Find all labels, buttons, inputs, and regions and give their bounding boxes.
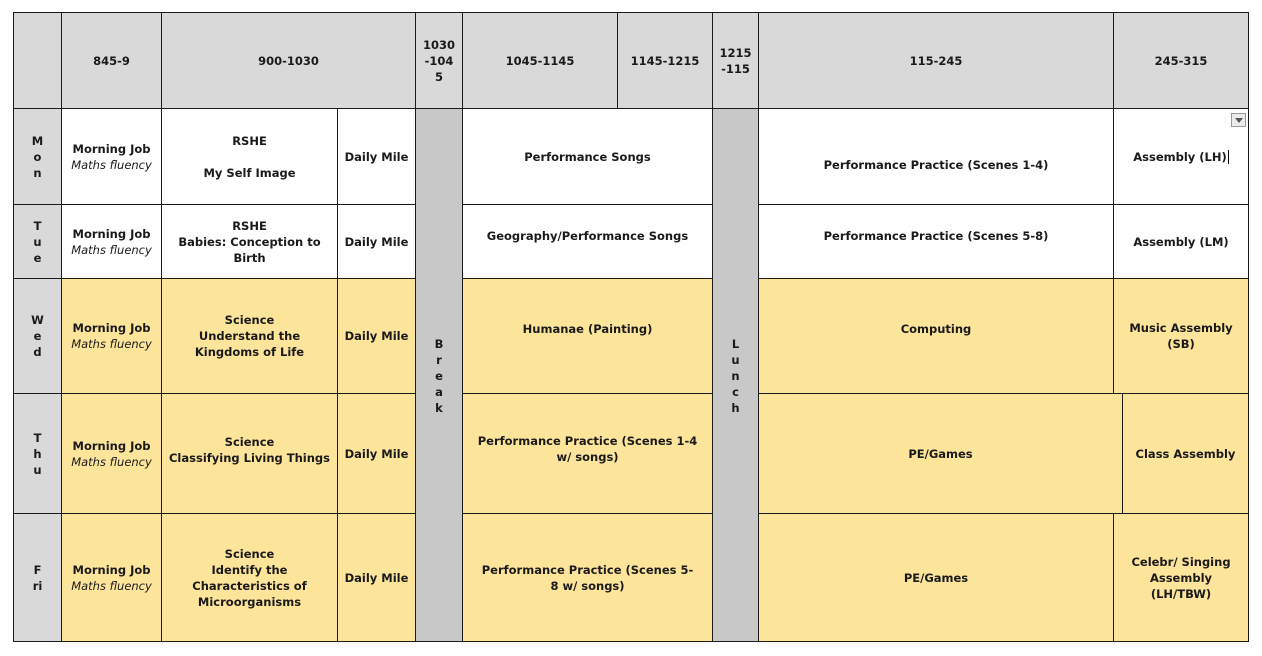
lesson-title: RSHE [232,218,267,233]
fri-afternoon[interactable]: PE/Games [758,513,1114,642]
header-time-115[interactable]: 115-245 [758,12,1114,109]
lesson-title: RSHE [232,133,267,148]
morning-job-label: Morning Job [72,438,151,453]
lesson-title: Science [224,546,275,561]
mon-lesson[interactable] [161,108,338,205]
day-letter: ri [32,578,43,593]
break-letter: k [435,401,443,415]
lunch-column[interactable] [712,108,759,642]
morning-job-label: Morning Job [72,562,151,577]
lesson-sub: My Self Image [203,165,296,180]
wed-midday[interactable]: Humanae (Painting) [462,278,713,394]
break-letter: B [434,337,444,351]
header-time-1030[interactable]: 1030 -104 5 [415,12,463,109]
tue-afternoon[interactable]: Performance Practice (Scenes 5-8) [758,204,1114,279]
text-cursor [1228,150,1229,164]
day-letter: F [33,562,42,577]
fri-lesson[interactable] [161,513,338,642]
morning-job-sub: Maths fluency [71,578,152,593]
lunch-letter: u [731,353,740,367]
tue-assembly[interactable]: Assembly (LM) [1113,204,1249,279]
morning-job-sub: Maths fluency [71,337,152,351]
lunch-letter: n [731,369,740,383]
day-letter: e [33,250,42,265]
lesson-sub: Understand the Kingdoms of Life [194,329,305,359]
lesson-sub: Classifying Living Things [168,450,330,465]
break-letter: e [435,369,443,383]
lesson-sub: Identify the Characteristics of Microorganisms [192,562,307,609]
break-column[interactable] [415,108,463,642]
morning-job-label: Morning Job [72,226,151,241]
mon-afternoon[interactable]: Performance Practice (Scenes 1-4) [758,108,1114,205]
header-time-1215[interactable]: 1215 -115 [712,12,759,109]
day-label-mon[interactable] [13,108,62,205]
thu-afternoon[interactable]: PE/Games [758,393,1123,514]
day-letter: T [33,430,42,445]
lunch-letter: h [731,401,740,415]
thu-morning-job[interactable] [61,393,162,514]
day-label-wed[interactable] [13,278,62,394]
lesson-title: Science [224,434,275,449]
tue-midday[interactable]: Geography/Performance Songs [462,204,713,279]
lesson-title: Science [224,313,275,327]
wed-morning-job[interactable] [61,278,162,394]
lesson-sub: Babies: Conception to Birth [178,234,321,265]
thu-midday[interactable]: Performance Practice (Scenes 1-4 w/ songs) [462,393,713,514]
break-letter: a [435,385,443,399]
mon-morning-job[interactable] [61,108,162,205]
tue-daily-mile[interactable]: Daily Mile [337,204,416,279]
header-time-245[interactable]: 245-315 [1113,12,1249,109]
dropdown-arrow-icon[interactable] [1231,113,1246,127]
day-letter: M [31,133,44,148]
day-letter: d [33,345,42,359]
day-letter: o [33,149,42,164]
tue-lesson[interactable] [161,204,338,279]
fri-morning-job[interactable] [61,513,162,642]
fri-midday[interactable]: Performance Practice (Scenes 5-8 w/ songs) [462,513,713,642]
assembly-text [1133,149,1229,165]
header-corner[interactable] [13,12,62,109]
thu-assembly[interactable]: Class Assembly [1122,393,1249,514]
wed-daily-mile[interactable]: Daily Mile [337,278,416,394]
day-letter: e [33,329,42,343]
wed-lesson[interactable] [161,278,338,394]
header-time-900[interactable]: 900-1030 [161,12,416,109]
break-letter: r [436,353,442,367]
day-letter: u [33,234,42,249]
mon-assembly[interactable] [1113,108,1249,205]
fri-daily-mile[interactable]: Daily Mile [337,513,416,642]
morning-job-sub: Maths fluency [71,242,152,257]
mon-daily-mile[interactable]: Daily Mile [337,108,416,205]
day-letter: h [33,446,42,461]
dropdown-triangle [1235,118,1243,123]
wed-assembly[interactable]: Music Assembly (SB) [1113,278,1249,394]
tue-morning-job[interactable] [61,204,162,279]
day-label-thu[interactable] [13,393,62,514]
day-label-fri[interactable] [13,513,62,642]
wed-afternoon[interactable]: Computing [758,278,1114,394]
day-letter: T [33,218,42,233]
morning-job-label: Morning Job [72,321,151,335]
header-time-845[interactable]: 845-9 [61,12,162,109]
morning-job-sub: Maths fluency [71,454,152,469]
mon-midday[interactable]: Performance Songs [462,108,713,205]
fri-assembly[interactable]: Celebr/ Singing Assembly (LH/TBW) [1113,513,1249,642]
lunch-letter: c [732,385,739,399]
thu-lesson[interactable] [161,393,338,514]
header-time-1145[interactable]: 1145-1215 [617,12,713,109]
header-time-1045[interactable]: 1045-1145 [462,12,618,109]
day-letter: u [33,462,42,477]
morning-job-label: Morning Job [72,141,151,156]
lunch-letter: L [731,337,740,351]
morning-job-sub: Maths fluency [71,157,152,172]
thu-daily-mile[interactable]: Daily Mile [337,393,416,514]
day-letter: W [31,313,44,327]
day-letter: n [33,165,42,180]
assembly-label: Assembly (LH) [1133,149,1227,164]
day-label-tue[interactable] [13,204,62,279]
